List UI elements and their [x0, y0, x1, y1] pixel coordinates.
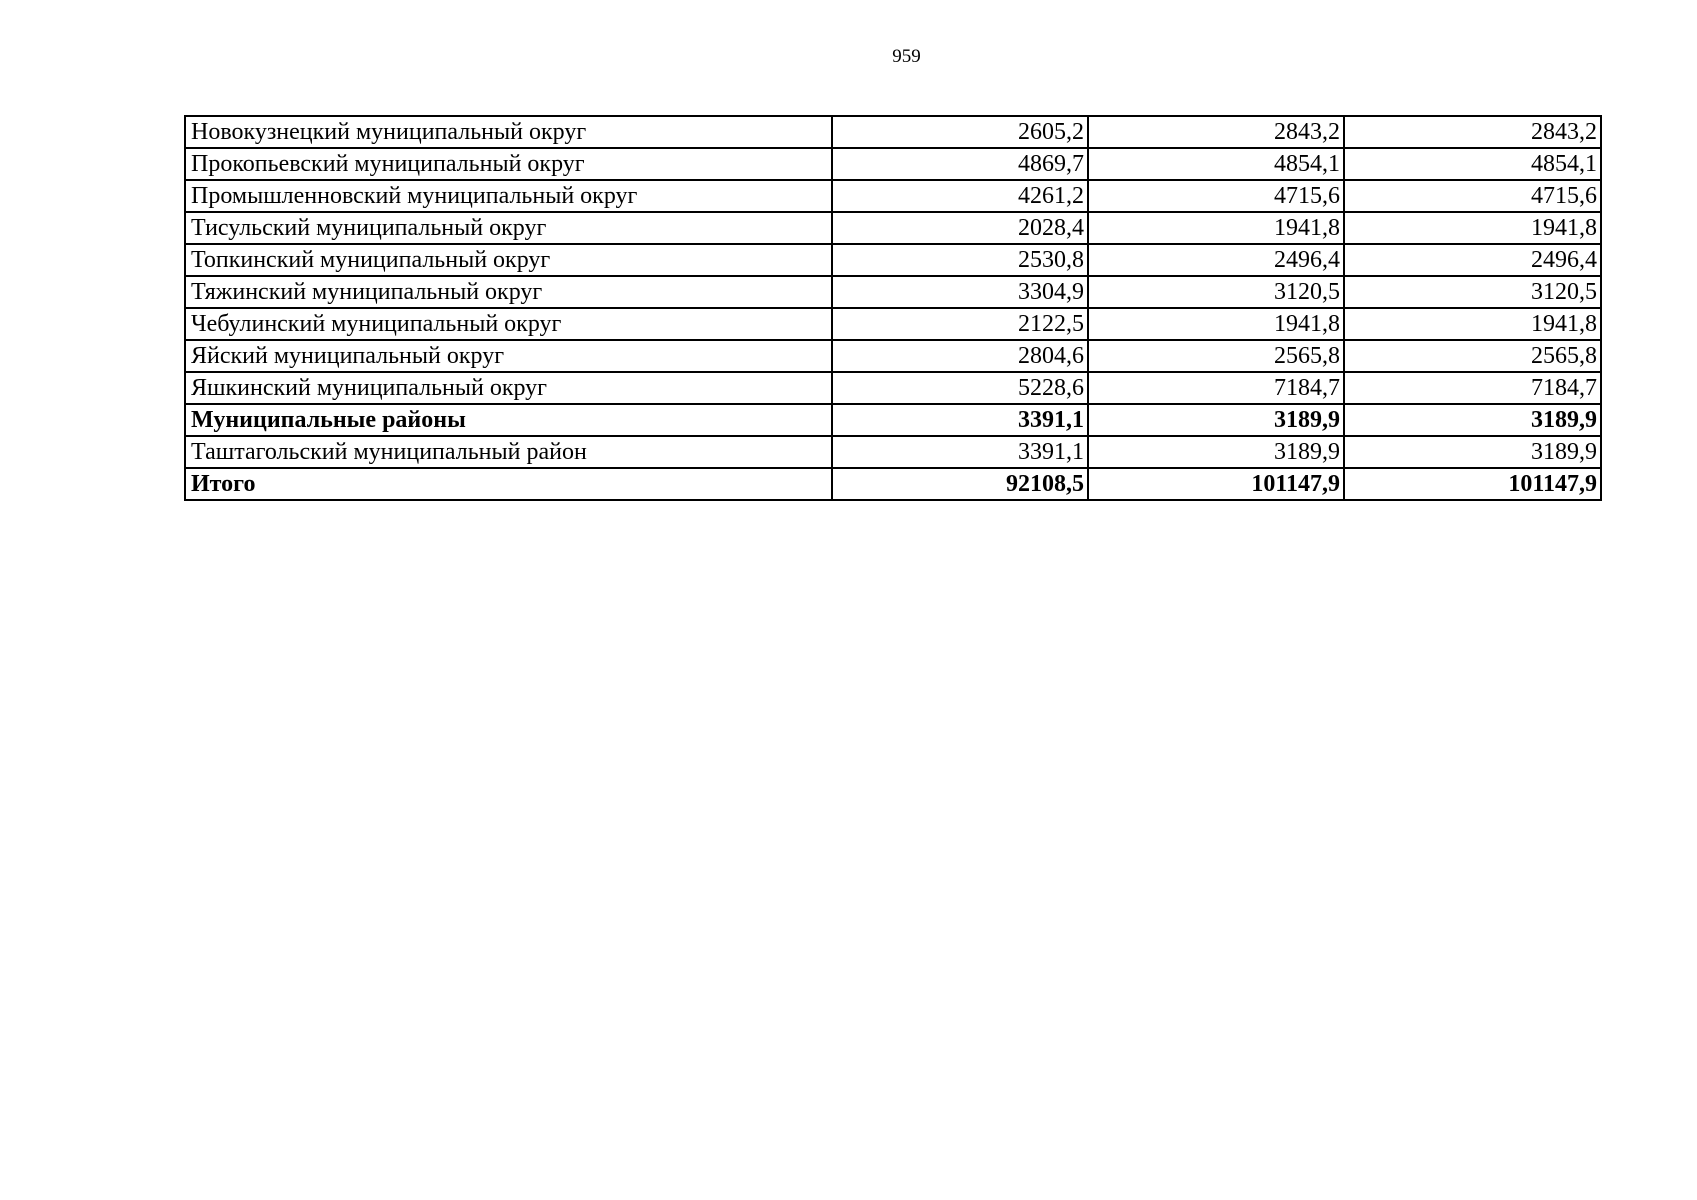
row-name-cell: Чебулинский муниципальный округ — [185, 308, 832, 340]
row-value-cell-2: 2565,8 — [1088, 340, 1344, 372]
row-value-cell-1: 4869,7 — [832, 148, 1088, 180]
row-value-cell-2: 1941,8 — [1088, 212, 1344, 244]
row-value-cell-3: 3189,9 — [1344, 404, 1601, 436]
row-value-cell-1: 3391,1 — [832, 404, 1088, 436]
row-value-cell-1: 92108,5 — [832, 468, 1088, 500]
row-value-cell-3: 101147,9 — [1344, 468, 1601, 500]
row-value-cell-2: 4854,1 — [1088, 148, 1344, 180]
row-name-cell: Яшкинский муниципальный округ — [185, 372, 832, 404]
row-value-cell-1: 5228,6 — [832, 372, 1088, 404]
row-value-cell-1: 2122,5 — [832, 308, 1088, 340]
row-value-cell-3: 1941,8 — [1344, 212, 1601, 244]
row-name-cell: Топкинский муниципальный округ — [185, 244, 832, 276]
row-value-cell-3: 2843,2 — [1344, 116, 1601, 148]
data-table — [184, 115, 1602, 501]
row-value-cell-1: 2605,2 — [832, 116, 1088, 148]
table-row — [185, 212, 1601, 244]
row-value-cell-3: 2565,8 — [1344, 340, 1601, 372]
row-value-cell-3: 7184,7 — [1344, 372, 1601, 404]
row-value-cell-3: 1941,8 — [1344, 308, 1601, 340]
row-value-cell-2: 3189,9 — [1088, 436, 1344, 468]
page-number: 959 — [892, 46, 921, 67]
row-value-cell-1: 2028,4 — [832, 212, 1088, 244]
row-name-cell: Муниципальные районы — [185, 404, 832, 436]
table-row — [185, 436, 1601, 468]
row-value-cell-1: 4261,2 — [832, 180, 1088, 212]
table-body — [185, 116, 1601, 500]
row-value-cell-2: 2496,4 — [1088, 244, 1344, 276]
row-value-cell-2: 1941,8 — [1088, 308, 1344, 340]
table-row — [185, 276, 1601, 308]
row-value-cell-1: 2530,8 — [832, 244, 1088, 276]
table-row-total — [185, 468, 1601, 500]
table-row — [185, 148, 1601, 180]
row-value-cell-2: 4715,6 — [1088, 180, 1344, 212]
row-name-cell: Прокопьевский муниципальный округ — [185, 148, 832, 180]
row-name-cell: Яйский муниципальный округ — [185, 340, 832, 372]
row-value-cell-3: 2496,4 — [1344, 244, 1601, 276]
row-name-cell: Тяжинский муниципальный округ — [185, 276, 832, 308]
table-row-total — [185, 404, 1601, 436]
row-name-cell: Промышленновский муниципальный округ — [185, 180, 832, 212]
row-value-cell-1: 3304,9 — [832, 276, 1088, 308]
table-row — [185, 372, 1601, 404]
row-value-cell-3: 4715,6 — [1344, 180, 1601, 212]
row-value-cell-3: 3189,9 — [1344, 436, 1601, 468]
row-value-cell-3: 3120,5 — [1344, 276, 1601, 308]
row-value-cell-2: 2843,2 — [1088, 116, 1344, 148]
row-name-cell: Новокузнецкий муниципальный округ — [185, 116, 832, 148]
row-name-cell: Тисульский муниципальный округ — [185, 212, 832, 244]
row-value-cell-1: 2804,6 — [832, 340, 1088, 372]
row-value-cell-2: 3120,5 — [1088, 276, 1344, 308]
row-value-cell-3: 4854,1 — [1344, 148, 1601, 180]
row-name-cell: Итого — [185, 468, 832, 500]
row-value-cell-2: 101147,9 — [1088, 468, 1344, 500]
row-value-cell-1: 3391,1 — [832, 436, 1088, 468]
row-value-cell-2: 3189,9 — [1088, 404, 1344, 436]
table-row — [185, 244, 1601, 276]
table-row — [185, 308, 1601, 340]
row-name-cell: Таштагольский муниципальный район — [185, 436, 832, 468]
table-row — [185, 340, 1601, 372]
table-row — [185, 180, 1601, 212]
row-value-cell-2: 7184,7 — [1088, 372, 1344, 404]
table-row — [185, 116, 1601, 148]
